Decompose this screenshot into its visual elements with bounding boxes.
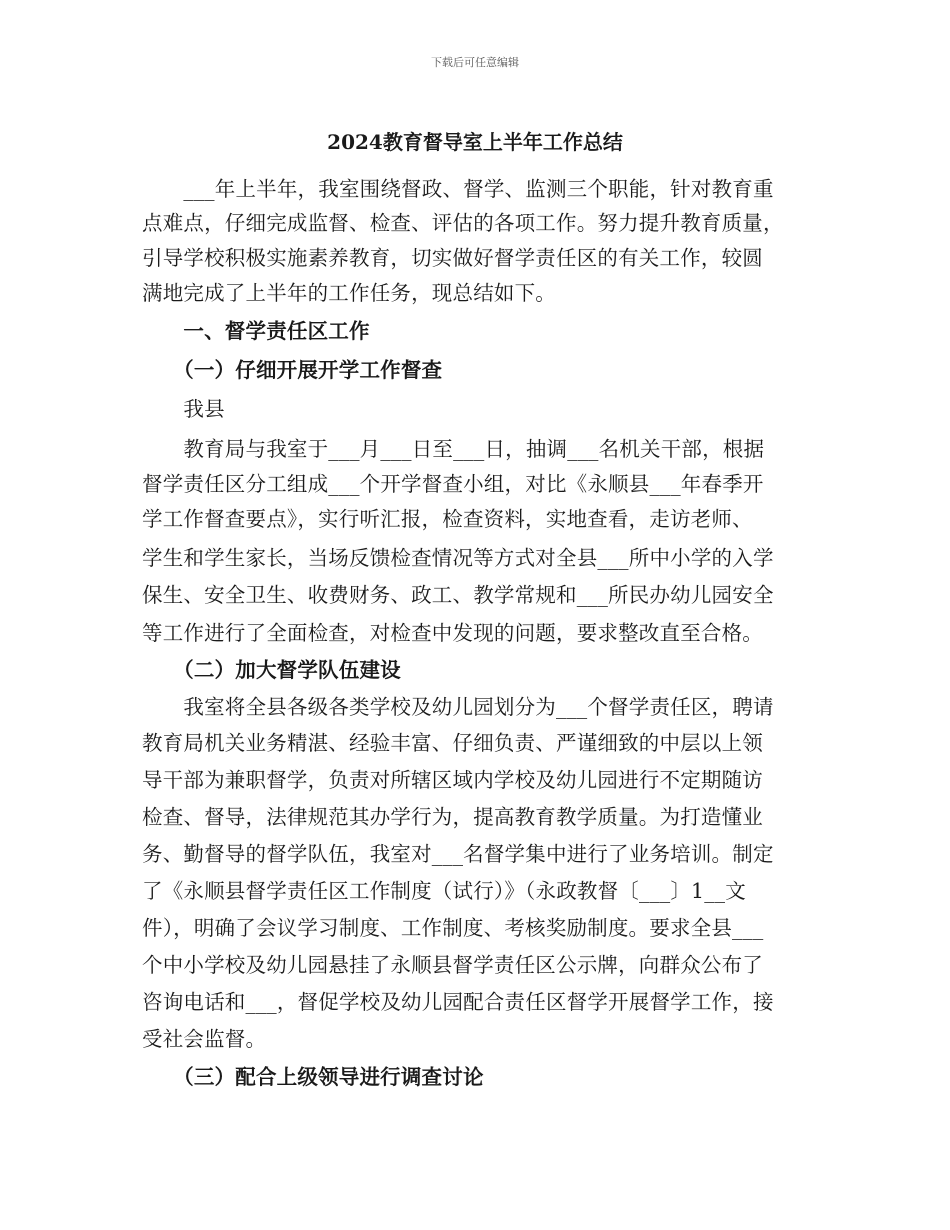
subsection-heading: （三）配合上级领导进行调查讨论 <box>142 1065 484 1089</box>
paragraph-line: 务、勤督导的督学队伍，我室对___名督学集中进行了业务培训。制定 <box>142 842 774 866</box>
paragraph-line: 个中小学校及幼儿园悬挂了永顺县督学责任区公示牌，向群众公布了 <box>142 953 763 977</box>
paragraph-line: 教育局与我室于___月___日至___日，抽调___名机关干部，根据 <box>142 437 765 461</box>
paragraph-line: 学工作督查要点》，实行听汇报，检查资料，实地查看，走访老师、 <box>142 507 753 531</box>
header-note: 下载后可任意编辑 <box>431 56 519 69</box>
paragraph-line: 我室将全县各级各类学校及幼儿园划分为___个督学责任区，聘请 <box>142 695 774 719</box>
paragraph-line: 保生、安全卫生、收费财务、政工、教学常规和___所民办幼儿园安全 <box>142 583 774 607</box>
paragraph-line: 满地完成了上半年的工作任务，现总结如下。 <box>142 281 556 305</box>
section-heading: 一、督学责任区工作 <box>142 319 370 343</box>
paragraph-line: 学生和学生家长，当场反馈检查情况等方式对全县___所中小学的入学 <box>142 546 774 570</box>
paragraph-line: 等工作进行了全面检查，对检查中发现的问题，要求整改直至合格。 <box>142 621 763 645</box>
paragraph-line: 件），明确了会议学习制度、工作制度、考核奖励制度。要求全县___ <box>142 916 764 940</box>
paragraph-line: 检查、督导，法律规范其办学行为，提高教育教学质量。为打造懂业 <box>142 805 763 829</box>
paragraph-line: 点难点，仔细完成监督、检查、评估的各项工作。努力提升教育质量， <box>142 211 784 235</box>
paragraph-line: 了《永顺县督学责任区工作制度（试行）》（永政教督〔___〕1__文 <box>142 879 746 903</box>
paragraph-line: 咨询电话和___，督促学校及幼儿园配合责任区督学开展督学工作，接 <box>142 990 774 1014</box>
paragraph-line: 受社会监督。 <box>142 1027 267 1051</box>
paragraph-line: 督学责任区分工组成___个开学督查小组，对比《永顺县___年春季开 <box>142 472 764 496</box>
paragraph-line: 我县 <box>142 397 225 421</box>
subsection-heading: （一）仔细开展开学工作督查 <box>142 358 443 382</box>
paragraph-line: 教育局机关业务精湛、经验丰富、仔细负责、严谨细致的中层以上领 <box>142 731 763 755</box>
paragraph-line: 引导学校积极实施素养教育，切实做好督学责任区的有关工作，较圆 <box>142 246 763 270</box>
document-title: 2024教育督导室上半年工作总结 <box>327 130 623 154</box>
subsection-heading: （二）加大督学队伍建设 <box>142 658 401 682</box>
paragraph-line: 导干部为兼职督学，负责对所辖区域内学校及幼儿园进行不定期随访 <box>142 768 763 792</box>
paragraph-line: ___年上半年，我室围绕督政、督学、监测三个职能，针对教育重 <box>142 177 774 201</box>
